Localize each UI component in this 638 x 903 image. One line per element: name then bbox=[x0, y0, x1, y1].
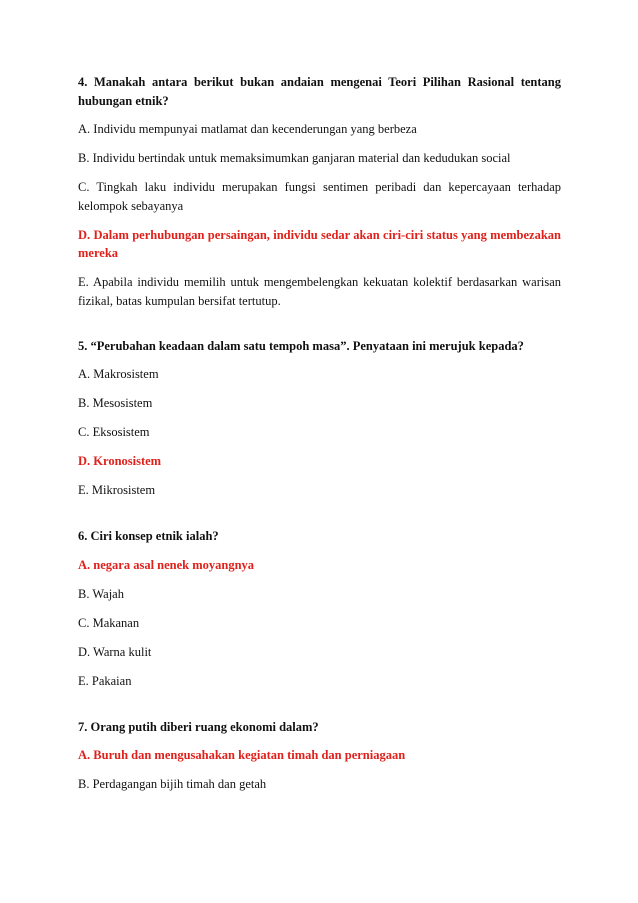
question-list bbox=[78, 73, 561, 804]
question-5-option-a: A. Makrosistem bbox=[78, 367, 159, 381]
question-4-option-c: C. Tingkah laku individu merupakan fungsi sentimen peribadi dan kepercayaan terhadap kelompok sebayanya bbox=[78, 180, 561, 213]
question-7 bbox=[78, 718, 561, 794]
question-6-option-a-answer: A. negara asal nenek moyangnya bbox=[78, 557, 255, 572]
spacer bbox=[78, 701, 561, 718]
spacer bbox=[78, 321, 561, 337]
question-6 bbox=[78, 527, 561, 690]
question-6-option-c: C. Makanan bbox=[78, 615, 140, 630]
question-6-option-d: D. Warna kulit bbox=[78, 644, 152, 659]
spacer bbox=[78, 510, 561, 527]
question-7-text: 7. Orang putih diberi ruang ekonomi dalam? bbox=[78, 719, 319, 734]
question-6-text: 6. Ciri konsep etnik ialah? bbox=[78, 529, 219, 543]
question-5 bbox=[78, 337, 561, 500]
question-5-option-c: C. Eksosistem bbox=[78, 425, 150, 439]
question-4 bbox=[78, 73, 561, 310]
question-6-option-b: B. Wajah bbox=[78, 586, 124, 601]
question-4-option-b: B. Individu bertindak untuk memaksimumkan ganjaran material dan kedudukan social bbox=[78, 151, 511, 165]
question-5-text: 5. “Perubahan keadaan dalam satu tempoh masa”. Penyataan ini merujuk kepada? bbox=[78, 338, 524, 353]
question-4-option-a: A. Individu mempunyai matlamat dan kecenderungan yang berbeza bbox=[78, 122, 417, 136]
question-4-text: 4. Manakah antara berikut bukan andaian mengenai Teori Pilihan Rasional tentang hubungan etnik? bbox=[78, 75, 561, 108]
question-7-option-b: B. Perdagangan bijih timah dan getah bbox=[78, 777, 267, 791]
question-7-option-a-answer: A. Buruh dan mengusahakan kegiatan timah dan perniagaan bbox=[78, 748, 406, 762]
question-4-option-e: E. Apabila individu memilih untuk mengembelengkan kekuatan kolektif berdasarkan warisan fizikal, batas kumpulan bersifat tertutup. bbox=[78, 275, 561, 308]
question-5-option-d-answer: D. Kronosistem bbox=[78, 454, 162, 468]
question-4-option-d-answer: D. Dalam perhubungan persaingan, individu sedar akan ciri-ciri status yang membezakan mereka bbox=[78, 227, 561, 260]
question-6-option-e: E. Pakaian bbox=[78, 673, 132, 688]
question-5-option-b: B. Mesosistem bbox=[78, 396, 153, 410]
question-5-option-e: E. Mikrosistem bbox=[78, 483, 156, 497]
